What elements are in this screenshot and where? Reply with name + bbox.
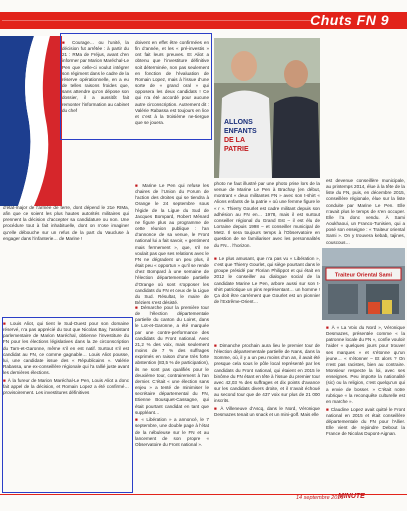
article-col2-mid: ■ Marine Le Pen qui refuse les chaires de l’Union du Forum de l’action des droites qui se tiendra à Orange le 24 septembre sous l’égide de la Ligue du Sud de Jacques Bompard, Robert Ménard ne figure plus au programme de cette réunion publique : l’an d’annonce de sa venue, le Front national lui a fait savoir, « gentiment mais fermement », que, s’il ne voulait pas que ses relations avec le FN ne dégradent un peu plus, il était peu « opportun » qu’il se rende chez Bompard à une semaine de l’élection départementale partielle d’Orange où sont s’opposer les candidats du FN et ceux de la Ligue du Sud. Résultat, le maire de Béziers s’est désisté. xyxy=(135,183,209,305)
fn-flame-graphic xyxy=(0,36,62,206)
section-title: Chuts FN 9 xyxy=(310,12,389,28)
article-col1-mid: d’état-major de l’armée de terre, dont dépend le 21e RIMa, afin que ce soient les plus hautes autorités militaires qui prennent la décision d’accepter sa candidature ou non. Une procédure tout à fait inhabituelle, dont on n’ose imaginer qu’elle débouche sur un refus de la part du Vaucluse à engager dans l’infanterie… de Marine ! xyxy=(3,205,129,241)
svg-text:ENFANTS: ENFANTS xyxy=(224,128,257,135)
article-col2-bottom: ■ Démarche pour la première tour de l’élection départementale partielle du canton du Loiret, dans le Lot-et-Garonne, a été marquée par une contre-performance des candidats du Front national. Avec 21,2 % des voix, mais seulement moins de 7 % des suffrages exprimés en raison d’une très forte abstention (83,5 % de participation), ils ne sont pas qualifiés pour le deuxième tour, contrairement à l’an dernier. C’était « une élection sans enjeu » a tenté de minimiser le secrétaire départemental du FN, Etienne Bousquet-Cassagne, qui était pourtant candidat en tant que suppléant… ■ « Libération » a annoncé, le 7 septembre, une double page à l’état de la nébuleuse sur le FN et au lancement de son propre « Observatoire du Front national ». xyxy=(135,305,209,447)
section-header-bar xyxy=(0,12,407,29)
header-rule xyxy=(2,20,312,21)
article-col4-top: est devenue conseillère municipale, au printemps 2014, élue à la tête de la liste du FN, puis, en décembre 2015, conseillère régionale, élue sur la liste conduite par Marine Le Pen. Elle n’avait plus le temps de s’en occuper. Elle l’a donc vendu. À Sami Aoukhaoui, un Franco-Tunisien, qui a posé son enseigne : « Traiteur oriental Sami ». On y trouvera kebab, tajines, couscous… xyxy=(326,178,405,245)
article-col1-bottom: ■ Louis Aliot, qui tient le Sud-Ouest pour son domaine réservé, n’a pas apprécié du tout que Nicolas Bay, l’assistant parlementaire de Marion Maréchal, obtienne l’investiture du FN pour les élections législatives dans la 2e circonscription du Tarn-et-Garonne, même s’il en est natif. Surtout s’il est candidat au FN, ce comme gagnable… Louis Aliot pousse, lui, une candidate issue des « Républicains ». Valérie Rabassa, une ex-conseillère régionale qui l’a rallié juste avant les dernières élections. ■ À la fureur de Marion Maréchal-Le Pen, Louis Aliot a donc fait appel de la décision, et Romain Lopez a été confirmé… provisoirement. Les investitures définitives xyxy=(3,321,129,396)
article-col1-top: ■ Courage… ou l’unité, la décision fut arrêtée : à partir du 21 : RMa de Fréjus, avant d’en informer par Marion Maréchal-Le Pen que celle-ci voulut intégrer son régiment dans le cadre de la réserve opérationnelle, en a eu de telles raisons froides que, sans attendre qu’on dépose son dossier, il a aussitôt fait remonter l’information au cabinet du chef xyxy=(62,40,129,113)
storefront-sign-text: Traiteur Oriental Sami xyxy=(334,272,393,279)
article-col4-bottom: ■ À « La Voix du Nord », Véronique Desmazes, présentée comme « la patronne locale du FN », confie vouloir l’aider « quelques jours pour trouver ses marques » et s’étonne qu’un jeune… « s’étonner – Et alors ? On n’est pas racistes, bien au contraire. Monsieur respecte la loi, avec ses enseignes. Peu importe la nationalité (sic) ou la religion, c’est quelqu’un qui a envie de bosser. » C’était notre rubrique « la reconquête culturelle est en marche ». ■ Claudine Lopez avait quitté le Front national en 2015 et était conseillère départementale du FN pour l’Allier. Elle vient de rejoindre Debout la France de Nicolas Dupont-Aignan. xyxy=(326,325,405,437)
article-col3-top: photo ne faut illustré par une photo prise lors de la venue de Marine Le Pen à Brachay (en début, montrant « deux militantes FN » avec son t-shirt « Alions enfants de la patrie » où une femme figure le « r ». Thierry Gourlet est cadre militant depuis son adhésion au FN en… 1978, mais il est surtout conseiller régional du Grand Est – il est élu de Lorraine depuis 1998 – et conseiller municipal de Metz. Il sera toujours temps à l’Observatoire en question de se familiariser avec les personnalités du FN… l’horizon. xyxy=(214,181,320,248)
photo-militants-tshirt xyxy=(214,38,320,178)
photo-snack-storefront xyxy=(322,248,405,320)
svg-text:DE LA: DE LA xyxy=(224,137,245,144)
footer-date: 14 septembre 2016 xyxy=(296,495,344,501)
article-col3-mid: ■ Le plus amusant, que n’a pas vu « Libération », c’est que Thierry Gourlet, qui siège pourtant dans le groupe présidé par Florian Philippot et qui était en 2012 le conseiller au dialogue social de la candidate Marine Le Pen, arbore aussi sur son t-shirt patriotique un pins représentant… un homme ! Ça doit être carrément que Gourlet est un pionnier de l’Extrême-Orient… xyxy=(214,256,320,305)
footer-logo: MINUTE xyxy=(338,493,365,500)
article-col2-top: doivent en effet être confirmées en fin d’année, et les « pré-investis » ont fait leurs preuves. Et Aliot a obtenu que l’investiture définitive soit déterminée, non pas seulement en fonction de l’évaluation de Romain Lopez, mais à l’issue d’une sorte de « grand oral » qui opposera les deux candidats ! Ce qui n’a été accordé pour aucune autre circonscription. Autrement dit : Valérie Rabassa est toujours en lice et c’est à la troisième ne-tiergue que se jouera. xyxy=(135,40,209,126)
svg-text:ALLONS: ALLONS xyxy=(224,119,253,126)
svg-text:PATRIE: PATRIE xyxy=(224,146,249,153)
article-col3-bottom: ■ Dimanche prochain aura lieu le premier tour de l’élection départementale partielle de Nans, dans la Somme, où, il y a un peu moins d’un an, il avait été presque cela sous le pôle local représenté par les candidats du Front national, qui étaient en 2015 le binôme du FN étant en tête à l’issue du premier tour avec 42,03 % des suffrages et dix points d’avance sur les candidats divers droite, et il n’avait échoué au second tour que de 437 voix sur plus de 21 000 inscrits. ■ À Villeneuve d’Ascq, dans le Nord, Véronique Desmazes tenait un snack et un mini-golf. Mais elle xyxy=(214,343,320,418)
